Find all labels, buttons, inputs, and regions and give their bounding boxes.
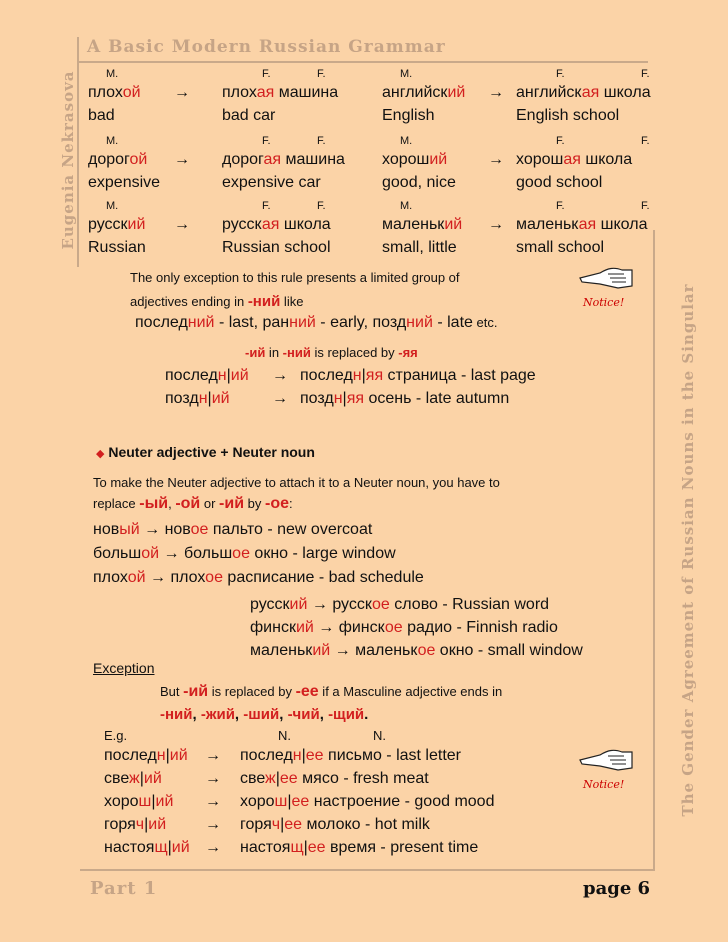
part: горя <box>104 816 136 833</box>
part: → больш <box>159 545 233 562</box>
masc-stem: хорош <box>382 151 430 168</box>
fem-stem: маленьк <box>516 216 579 233</box>
masc-ending: ий <box>429 151 448 168</box>
fem-translation: English school <box>516 107 620 124</box>
m-label: M. <box>106 200 119 212</box>
f-label: F. <box>556 68 565 80</box>
part: радио - Finnish radio <box>402 619 558 636</box>
part: ий <box>143 770 162 787</box>
f-label: F. <box>641 68 650 80</box>
neuter-intro-1: To make the Neuter adjective to attach it to a Neuter noun, you have to <box>93 475 500 490</box>
masc-ending: ий <box>444 216 463 233</box>
word-before <box>104 747 188 765</box>
part: ый <box>119 521 140 538</box>
part: ее <box>305 747 324 764</box>
part: русск <box>250 596 290 613</box>
part: | <box>226 367 231 384</box>
masc-word <box>382 84 465 102</box>
part: молоко - hot milk <box>302 816 430 833</box>
part: | <box>361 367 366 384</box>
part: горя <box>240 816 272 833</box>
part: послед <box>240 747 293 764</box>
masc-word <box>88 84 141 102</box>
word-after <box>240 816 430 834</box>
part: → финск <box>313 619 385 636</box>
part: н <box>333 390 343 407</box>
part: ий <box>148 816 167 833</box>
arrow-icon: → <box>174 151 190 168</box>
fem-ending: ая <box>256 84 275 101</box>
f-label: F. <box>262 200 271 212</box>
part: н <box>198 390 208 407</box>
m-label: M. <box>106 135 119 147</box>
part: → плох <box>145 569 206 586</box>
word-before <box>104 770 162 788</box>
part: ой <box>141 545 160 562</box>
masc-translation: English <box>382 107 435 124</box>
part: → маленьк <box>330 642 418 659</box>
neuter-example <box>250 619 558 637</box>
notice-label: Notice! <box>583 296 625 309</box>
masc-word <box>382 216 462 234</box>
f-label: F. <box>641 135 650 147</box>
part: ий <box>289 596 308 613</box>
fem-ending: ая <box>578 216 597 233</box>
fem-noun: школа <box>279 216 331 233</box>
fem-stem: английск <box>516 84 582 101</box>
fem-phrase <box>222 151 345 169</box>
part: | <box>303 839 308 856</box>
part: ж <box>129 770 140 787</box>
part: щ <box>154 839 168 856</box>
fem-noun: школа <box>596 216 648 233</box>
diamond-bullet-icon: ◆ <box>96 448 105 460</box>
part: ч <box>271 816 281 833</box>
masc-stem: маленьк <box>382 216 445 233</box>
part: | <box>167 839 172 856</box>
arrow-icon: → <box>205 770 221 787</box>
chapter-vertical: The Gender Agreement of Russian Nouns in the Singular <box>679 283 697 817</box>
footer-page: page 6 <box>583 878 651 899</box>
part: | <box>144 816 149 833</box>
fem-stem: русск <box>222 216 262 233</box>
f-label: F. <box>641 200 650 212</box>
part: ий <box>171 839 190 856</box>
part: ое <box>205 569 223 586</box>
word-before <box>165 367 249 385</box>
part: ой <box>127 569 146 586</box>
f-label: F. <box>317 135 326 147</box>
arrow-icon: → <box>174 84 190 101</box>
exception1-examples: последний - last, ранний - early, поздний - late etc. <box>135 314 498 331</box>
arrow-icon: → <box>205 793 221 810</box>
arrow-icon: → <box>205 839 221 856</box>
part: ое <box>417 642 436 659</box>
fem-phrase <box>222 216 331 234</box>
fem-translation: good school <box>516 174 603 191</box>
part: ее <box>284 816 303 833</box>
f-label: F. <box>556 200 565 212</box>
fem-translation: small school <box>516 239 605 256</box>
part: пальто - new overcoat <box>208 521 373 538</box>
neuter-example <box>93 545 396 563</box>
part: маленьк <box>250 642 313 659</box>
exception1-line1: The only exception to this rule presents a limited group of <box>130 270 460 285</box>
part: слово - Russian word <box>389 596 550 613</box>
part: | <box>151 793 156 810</box>
fem-ending: ая <box>263 151 282 168</box>
exception2-rule2: -ний, -жий, -ший, -чий, -щий. <box>160 706 369 723</box>
part: н <box>292 747 302 764</box>
neuter-intro-2: replace -ый, -ой or -ий by -ое: <box>93 495 293 512</box>
eg-label: E.g. <box>104 728 128 743</box>
part: | <box>301 747 306 764</box>
masc-translation: expensive <box>88 174 161 191</box>
part: время - present time <box>325 839 479 856</box>
masc-stem: английск <box>382 84 448 101</box>
part: больш <box>93 545 142 562</box>
f-label: F. <box>317 200 326 212</box>
fem-stem: хорош <box>516 151 564 168</box>
notice-label: Notice! <box>583 778 625 791</box>
arrow-icon: → <box>205 816 221 833</box>
fem-phrase <box>516 151 632 169</box>
arrow-icon: → <box>488 84 504 101</box>
fem-noun: машина <box>281 151 345 168</box>
fem-ending: ая <box>581 84 600 101</box>
header-title: A Basic Modern Russian Grammar <box>87 37 446 57</box>
masc-ending: ий <box>127 216 146 233</box>
arrow-icon: → <box>205 747 221 764</box>
part: ий <box>295 619 314 636</box>
part: ш <box>138 793 152 810</box>
part: осень - late autumn <box>364 390 510 407</box>
word-after <box>240 839 478 857</box>
part: ее <box>307 839 326 856</box>
part: ое <box>232 545 250 562</box>
part: письмо - last letter <box>323 747 461 764</box>
exception1-rule: -ий in -ний is replaced by -яя <box>245 345 418 360</box>
arrow-icon: → <box>272 390 288 407</box>
part: ий <box>312 642 331 659</box>
part: хоро <box>240 793 275 810</box>
part: ее <box>279 770 298 787</box>
part: ий <box>155 793 174 810</box>
word-before <box>104 793 173 811</box>
author-vertical: Eugenia Nekrasova <box>59 70 77 250</box>
masc-translation: bad <box>88 107 115 124</box>
f-label: F. <box>317 68 326 80</box>
fem-noun: школа <box>599 84 651 101</box>
masc-word <box>382 151 447 169</box>
part: све <box>104 770 130 787</box>
part: | <box>280 816 285 833</box>
part: ое <box>190 521 209 538</box>
fem-translation: Russian school <box>222 239 331 256</box>
part: ий <box>230 367 249 384</box>
m-label: M. <box>106 68 119 80</box>
fem-ending: ая <box>563 151 581 168</box>
part: → нов <box>139 521 191 538</box>
part: позд <box>165 390 199 407</box>
part: яя <box>365 367 384 384</box>
exception1-line2: adjectives ending in -ний like <box>130 293 304 310</box>
arrow-icon: → <box>272 367 288 384</box>
pointing-hand-icon <box>578 264 636 299</box>
arrow-icon: → <box>488 151 504 168</box>
word-after <box>240 747 461 765</box>
m-label: M. <box>400 200 413 212</box>
masc-translation: good, nice <box>382 174 456 191</box>
footer-part: Part 1 <box>90 878 158 899</box>
pointing-hand-icon <box>578 746 636 781</box>
part: | <box>139 770 144 787</box>
part: | <box>342 390 347 407</box>
fem-noun: школа <box>580 151 633 168</box>
fem-noun: машина <box>274 84 339 101</box>
word-after <box>240 793 494 811</box>
neuter-example <box>250 642 583 660</box>
part: → русск <box>307 596 373 613</box>
word-after <box>300 367 536 385</box>
exception-label: Exception <box>93 660 155 676</box>
part: послед <box>104 747 157 764</box>
part: ий <box>169 747 188 764</box>
masc-ending: ий <box>447 84 466 101</box>
part: щ <box>290 839 304 856</box>
masc-word <box>88 216 145 234</box>
masc-ending: ой <box>122 84 141 101</box>
part: | <box>287 793 292 810</box>
part: | <box>275 770 280 787</box>
neuter-example <box>93 569 424 587</box>
m-label: M. <box>400 135 413 147</box>
n-label-2: N. <box>373 728 386 743</box>
part: окно - small window <box>435 642 583 659</box>
word-after <box>240 770 429 788</box>
part: н <box>217 367 227 384</box>
part: | <box>207 390 212 407</box>
neuter-example <box>93 521 372 539</box>
part: ш <box>274 793 288 810</box>
part: яя <box>346 390 365 407</box>
part: финск <box>250 619 296 636</box>
f-label: F. <box>556 135 565 147</box>
neuter-example <box>250 596 549 614</box>
fem-phrase <box>516 84 651 102</box>
part: н <box>352 367 362 384</box>
fem-translation: expensive car <box>222 174 321 191</box>
fem-stem: плох <box>222 84 257 101</box>
word-before <box>104 816 166 834</box>
part: расписание - bad schedule <box>222 569 424 586</box>
fem-phrase <box>516 216 647 234</box>
word-after <box>300 390 509 408</box>
part: окно - large window <box>249 545 396 562</box>
part: позд <box>300 390 334 407</box>
part: све <box>240 770 266 787</box>
part: плох <box>93 569 128 586</box>
masc-stem: русск <box>88 216 128 233</box>
part: ое <box>384 619 403 636</box>
part: послед <box>165 367 218 384</box>
n-label-1: N. <box>278 728 291 743</box>
part: хоро <box>104 793 139 810</box>
f-label: F. <box>262 68 271 80</box>
exception2-rule1: But -ий is replaced by -ее if a Masculine adjective ends in <box>160 683 503 700</box>
masc-translation: small, little <box>382 239 457 256</box>
part: ж <box>265 770 276 787</box>
word-before <box>104 839 190 857</box>
fem-phrase <box>222 84 338 102</box>
masc-word <box>88 151 147 169</box>
fem-translation: bad car <box>222 107 276 124</box>
arrow-icon: → <box>174 216 190 233</box>
part: ий <box>211 390 230 407</box>
part: ое <box>372 596 390 613</box>
part: н <box>156 747 166 764</box>
part: ее <box>291 793 310 810</box>
part: настоя <box>240 839 291 856</box>
part: послед <box>300 367 353 384</box>
part: страница - last page <box>383 367 536 384</box>
masc-ending: ой <box>129 151 148 168</box>
part: | <box>165 747 170 764</box>
arrow-icon: → <box>488 216 504 233</box>
part: ч <box>135 816 145 833</box>
m-label: M. <box>400 68 413 80</box>
part: настоя <box>104 839 155 856</box>
masc-stem: плох <box>88 84 123 101</box>
neuter-heading: ◆ Neuter adjective + Neuter noun <box>96 444 315 460</box>
masc-translation: Russian <box>88 239 146 256</box>
word-before <box>165 390 230 408</box>
part: мясо - fresh meat <box>297 770 429 787</box>
fem-ending: ая <box>261 216 280 233</box>
part: нов <box>93 521 120 538</box>
f-label: F. <box>262 135 271 147</box>
masc-stem: дорог <box>88 151 130 168</box>
fem-stem: дорог <box>222 151 264 168</box>
part: настроение - good mood <box>309 793 495 810</box>
